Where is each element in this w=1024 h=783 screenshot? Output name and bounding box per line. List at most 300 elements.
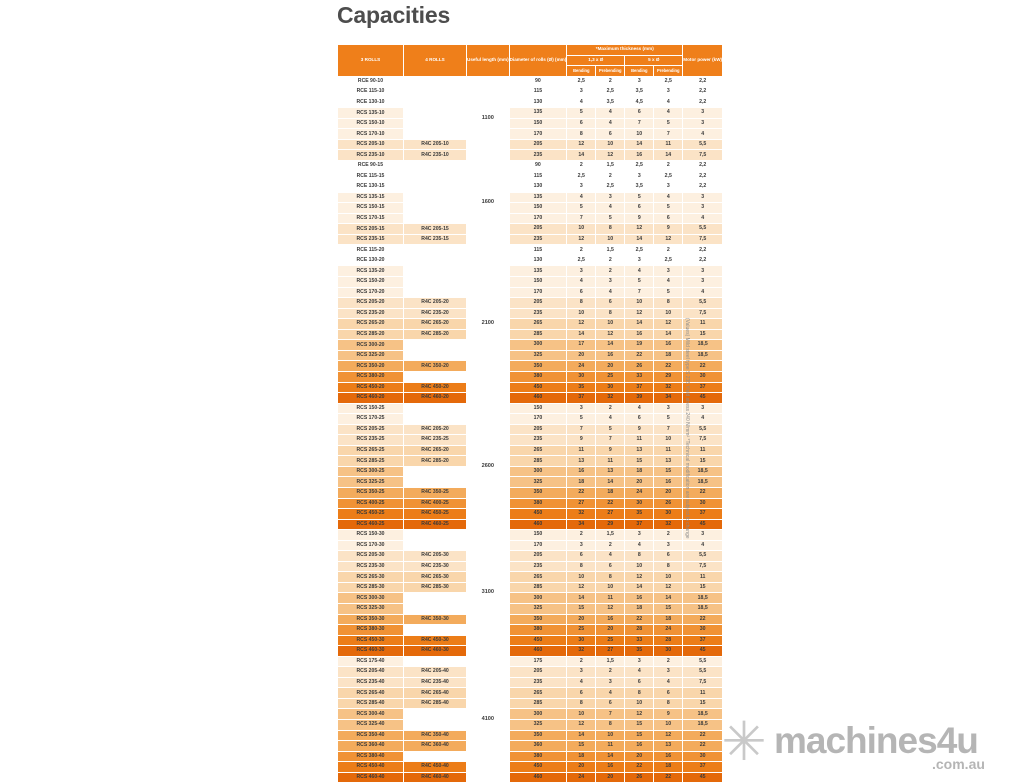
cell-prebending-5d: 2 [654, 161, 683, 172]
cell-diameter: 300 [509, 340, 567, 351]
cell-model-3-rolls: RCE 130-20 [338, 255, 404, 266]
cell-bending-5d: 2,5 [625, 245, 654, 256]
cell-motor-power: 7,5 [683, 308, 723, 319]
capacities-table [337, 44, 723, 783]
cell-diameter: 135 [509, 108, 567, 119]
cell-bending-13d: 12 [567, 720, 596, 731]
cell-bending-13d: 15 [567, 603, 596, 614]
cell-prebending-13d: 14 [596, 751, 625, 762]
cell-bending-5d: 6 [625, 203, 654, 214]
cell-motor-power: 7,5 [683, 677, 723, 688]
cell-model-3-rolls: RCS 265-20 [338, 319, 404, 330]
cell-diameter: 205 [509, 139, 567, 150]
cell-model-4-rolls [404, 466, 467, 477]
table-row [338, 234, 723, 245]
cell-diameter: 265 [509, 572, 567, 583]
cell-model-4-rolls: R4C 285-20 [404, 456, 467, 467]
cell-bending-5d: 26 [625, 772, 654, 783]
cell-bending-13d: 10 [567, 308, 596, 319]
cell-diameter: 265 [509, 319, 567, 330]
cell-model-4-rolls: R4C 235-25 [404, 435, 467, 446]
cell-bending-13d: 20 [567, 614, 596, 625]
table-row [338, 772, 723, 783]
cell-prebending-13d: 5 [596, 424, 625, 435]
cell-bending-13d: 14 [567, 593, 596, 604]
cell-model-4-rolls [404, 266, 467, 277]
cell-model-3-rolls: RCS 300-40 [338, 709, 404, 720]
cell-prebending-5d: 14 [654, 329, 683, 340]
cell-model-3-rolls: RCS 235-15 [338, 234, 404, 245]
cell-bending-13d: 2 [567, 530, 596, 541]
cell-prebending-13d: 20 [596, 361, 625, 372]
cell-model-3-rolls: RCS 350-25 [338, 487, 404, 498]
cell-bending-13d: 2 [567, 656, 596, 667]
cell-motor-power: 3 [683, 403, 723, 414]
table-row [338, 477, 723, 488]
cell-model-3-rolls: RCS 450-20 [338, 382, 404, 393]
cell-prebending-13d: 4 [596, 688, 625, 699]
cell-model-4-rolls [404, 751, 467, 762]
cell-prebending-5d: 16 [654, 751, 683, 762]
cell-diameter: 285 [509, 582, 567, 593]
cell-model-4-rolls [404, 350, 467, 361]
cell-model-3-rolls: RCS 170-20 [338, 287, 404, 298]
cell-diameter: 205 [509, 424, 567, 435]
cell-motor-power: 18,5 [683, 603, 723, 614]
cell-bending-5d: 3 [625, 255, 654, 266]
cell-motor-power: 37 [683, 762, 723, 773]
cell-prebending-5d: 6 [654, 213, 683, 224]
cell-diameter: 380 [509, 371, 567, 382]
cell-bending-5d: 22 [625, 350, 654, 361]
cell-motor-power: 30 [683, 498, 723, 509]
cell-model-3-rolls: RCS 150-25 [338, 403, 404, 414]
table-row [338, 709, 723, 720]
cell-model-3-rolls: RCE 115-15 [338, 171, 404, 182]
cell-prebending-13d: 11 [596, 741, 625, 752]
cell-prebending-5d: 20 [654, 487, 683, 498]
cell-prebending-13d: 2 [596, 255, 625, 266]
cell-model-3-rolls: RCS 460-40 [338, 772, 404, 783]
cell-prebending-5d: 12 [654, 730, 683, 741]
cell-bending-13d: 6 [567, 688, 596, 699]
cell-bending-13d: 3 [567, 540, 596, 551]
cell-bending-13d: 34 [567, 519, 596, 530]
cell-prebending-5d: 3 [654, 182, 683, 193]
cell-prebending-5d: 3 [654, 667, 683, 678]
cell-bending-5d: 35 [625, 646, 654, 657]
cell-model-3-rolls: RCS 235-25 [338, 435, 404, 446]
cell-model-4-rolls: R4C 205-30 [404, 551, 467, 562]
cell-prebending-13d: 14 [596, 477, 625, 488]
cell-model-3-rolls: RCS 350-30 [338, 614, 404, 625]
col-header-3-rolls: 3 ROLLS [338, 45, 404, 77]
cell-bending-13d: 12 [567, 234, 596, 245]
cell-model-3-rolls: RCS 325-40 [338, 720, 404, 731]
cell-model-4-rolls: R4C 205-20 [404, 298, 467, 309]
cell-model-3-rolls: RCS 170-25 [338, 414, 404, 425]
table-row [338, 593, 723, 604]
cell-bending-13d: 25 [567, 625, 596, 636]
cell-model-4-rolls [404, 340, 467, 351]
cell-bending-13d: 3 [567, 266, 596, 277]
cell-model-3-rolls: RCE 115-20 [338, 245, 404, 256]
table-row [338, 118, 723, 129]
cell-model-3-rolls: RCS 380-40 [338, 751, 404, 762]
cell-bending-13d: 8 [567, 561, 596, 572]
cell-prebending-5d: 4 [654, 97, 683, 108]
cell-diameter: 450 [509, 382, 567, 393]
cell-motor-power: 18,5 [683, 466, 723, 477]
cell-motor-power: 30 [683, 371, 723, 382]
cell-model-4-rolls [404, 530, 467, 541]
table-row [338, 171, 723, 182]
cell-model-4-rolls [404, 129, 467, 140]
table-row [338, 203, 723, 214]
cell-bending-5d: 18 [625, 466, 654, 477]
cell-motor-power: 18,5 [683, 709, 723, 720]
table-row [338, 87, 723, 98]
cell-bending-13d: 17 [567, 340, 596, 351]
cell-diameter: 150 [509, 530, 567, 541]
cell-motor-power: 7,5 [683, 150, 723, 161]
cell-model-3-rolls: RCS 285-30 [338, 582, 404, 593]
cell-bending-5d: 14 [625, 234, 654, 245]
cell-bending-5d: 4 [625, 667, 654, 678]
table-row [338, 751, 723, 762]
cell-diameter: 90 [509, 76, 567, 87]
cell-prebending-13d: 11 [596, 593, 625, 604]
cell-bending-13d: 4 [567, 97, 596, 108]
cell-bending-5d: 6 [625, 677, 654, 688]
table-row [338, 298, 723, 309]
cell-bending-5d: 14 [625, 319, 654, 330]
cell-bending-13d: 30 [567, 371, 596, 382]
cell-motor-power: 45 [683, 393, 723, 404]
cell-prebending-13d: 1,5 [596, 245, 625, 256]
table-row [338, 487, 723, 498]
cell-model-3-rolls: RCS 285-20 [338, 329, 404, 340]
cell-motor-power: 5,5 [683, 224, 723, 235]
cell-motor-power: 15 [683, 329, 723, 340]
cell-bending-13d: 10 [567, 709, 596, 720]
cell-prebending-5d: 4 [654, 108, 683, 119]
cell-motor-power: 18,5 [683, 477, 723, 488]
cell-diameter: 285 [509, 698, 567, 709]
cell-model-3-rolls: RCS 150-10 [338, 118, 404, 129]
cell-diameter: 150 [509, 403, 567, 414]
cell-diameter: 285 [509, 329, 567, 340]
cell-bending-13d: 18 [567, 477, 596, 488]
cell-bending-5d: 10 [625, 298, 654, 309]
cell-prebending-5d: 13 [654, 456, 683, 467]
cell-prebending-5d: 2 [654, 530, 683, 541]
cell-bending-5d: 12 [625, 709, 654, 720]
cell-bending-13d: 22 [567, 487, 596, 498]
cell-bending-13d: 16 [567, 466, 596, 477]
cell-prebending-5d: 5 [654, 203, 683, 214]
cell-motor-power: 3 [683, 277, 723, 288]
cell-bending-13d: 9 [567, 435, 596, 446]
cell-prebending-13d: 3,5 [596, 97, 625, 108]
table-row [338, 603, 723, 614]
col-header-group-13d: 1,3 x Ø [567, 55, 625, 66]
cell-model-3-rolls: RCS 380-30 [338, 625, 404, 636]
cell-model-4-rolls [404, 720, 467, 731]
cell-prebending-13d: 8 [596, 572, 625, 583]
cell-prebending-5d: 2,5 [654, 171, 683, 182]
table-row [338, 129, 723, 140]
cell-diameter: 115 [509, 87, 567, 98]
cell-bending-13d: 24 [567, 772, 596, 783]
cell-prebending-13d: 9 [596, 445, 625, 456]
cell-model-3-rolls: RCS 235-30 [338, 561, 404, 572]
cell-model-3-rolls: RCS 265-25 [338, 445, 404, 456]
cell-bending-5d: 15 [625, 456, 654, 467]
cell-bending-13d: 3 [567, 667, 596, 678]
cell-prebending-13d: 12 [596, 603, 625, 614]
table-row [338, 329, 723, 340]
col-header-diameter: Diameter of rolls (Ø) (mm) [509, 45, 567, 77]
cell-prebending-5d: 2,5 [654, 255, 683, 266]
cell-prebending-13d: 11 [596, 456, 625, 467]
cell-diameter: 450 [509, 635, 567, 646]
cell-diameter: 350 [509, 614, 567, 625]
cell-motor-power: 11 [683, 688, 723, 699]
cell-model-4-rolls: R4C 265-30 [404, 572, 467, 583]
cell-model-4-rolls [404, 255, 467, 266]
cell-bending-13d: 6 [567, 551, 596, 562]
cell-diameter: 235 [509, 234, 567, 245]
table-row [338, 340, 723, 351]
cell-prebending-5d: 8 [654, 298, 683, 309]
cell-motor-power: 30 [683, 625, 723, 636]
cell-prebending-13d: 8 [596, 224, 625, 235]
cell-diameter: 115 [509, 245, 567, 256]
table-row [338, 456, 723, 467]
cell-prebending-13d: 4 [596, 118, 625, 129]
cell-prebending-13d: 6 [596, 561, 625, 572]
cell-motor-power: 5,5 [683, 139, 723, 150]
cell-model-3-rolls: RCE 90-15 [338, 161, 404, 172]
cell-bending-5d: 9 [625, 424, 654, 435]
table-row [338, 266, 723, 277]
cell-motor-power: 11 [683, 572, 723, 583]
cell-motor-power: 15 [683, 456, 723, 467]
cell-prebending-5d: 10 [654, 720, 683, 731]
cell-model-3-rolls: RCS 350-40 [338, 730, 404, 741]
cell-bending-5d: 22 [625, 614, 654, 625]
cell-model-3-rolls: RCS 325-30 [338, 603, 404, 614]
cell-bending-13d: 20 [567, 350, 596, 361]
cell-diameter: 115 [509, 171, 567, 182]
cell-model-3-rolls: RCS 175-40 [338, 656, 404, 667]
cell-motor-power: 2,2 [683, 76, 723, 87]
cell-prebending-13d: 2 [596, 266, 625, 277]
cell-prebending-5d: 28 [654, 635, 683, 646]
cell-bending-5d: 10 [625, 561, 654, 572]
capacities-table-container [337, 44, 723, 783]
page-title: Capacities [337, 2, 451, 28]
cell-model-4-rolls: R4C 205-40 [404, 667, 467, 678]
cell-bending-5d: 3 [625, 171, 654, 182]
cell-motor-power: 15 [683, 582, 723, 593]
cell-bending-13d: 4 [567, 277, 596, 288]
cell-model-4-rolls: R4C 285-40 [404, 698, 467, 709]
cell-bending-5d: 12 [625, 572, 654, 583]
cell-bending-13d: 14 [567, 150, 596, 161]
cell-prebending-13d: 27 [596, 646, 625, 657]
cell-motor-power: 2,2 [683, 245, 723, 256]
cell-model-4-rolls [404, 277, 467, 288]
cell-prebending-13d: 32 [596, 393, 625, 404]
cell-bending-13d: 2,5 [567, 171, 596, 182]
cell-bending-5d: 5 [625, 192, 654, 203]
cell-diameter: 170 [509, 213, 567, 224]
cell-motor-power: 11 [683, 445, 723, 456]
cell-prebending-5d: 12 [654, 234, 683, 245]
cell-model-3-rolls: RCE 130-10 [338, 97, 404, 108]
cell-bending-13d: 6 [567, 118, 596, 129]
cell-model-4-rolls: R4C 265-20 [404, 319, 467, 330]
cell-model-3-rolls: RCS 300-20 [338, 340, 404, 351]
cell-bending-13d: 20 [567, 762, 596, 773]
cell-prebending-5d: 30 [654, 509, 683, 520]
cell-model-3-rolls: RCS 150-20 [338, 277, 404, 288]
cell-bending-5d: 8 [625, 688, 654, 699]
cell-diameter: 170 [509, 540, 567, 551]
cell-diameter: 325 [509, 720, 567, 731]
cell-motor-power: 2,2 [683, 171, 723, 182]
cell-bending-5d: 11 [625, 435, 654, 446]
cell-motor-power: 37 [683, 635, 723, 646]
cell-useful-length: 3100 [467, 530, 510, 657]
cell-prebending-5d: 14 [654, 593, 683, 604]
cell-model-3-rolls: RCS 450-40 [338, 762, 404, 773]
cell-prebending-5d: 8 [654, 698, 683, 709]
cell-diameter: 460 [509, 393, 567, 404]
cell-prebending-13d: 6 [596, 298, 625, 309]
cell-prebending-13d: 18 [596, 487, 625, 498]
cell-prebending-13d: 16 [596, 350, 625, 361]
table-row [338, 414, 723, 425]
cell-model-3-rolls: RCS 380-20 [338, 371, 404, 382]
cell-prebending-5d: 2 [654, 656, 683, 667]
cell-diameter: 235 [509, 435, 567, 446]
cell-diameter: 460 [509, 646, 567, 657]
cell-prebending-13d: 2,5 [596, 87, 625, 98]
cell-bending-5d: 4,5 [625, 97, 654, 108]
cell-prebending-5d: 3 [654, 87, 683, 98]
cell-prebending-13d: 14 [596, 340, 625, 351]
cell-bending-5d: 7 [625, 287, 654, 298]
table-row [338, 677, 723, 688]
cell-bending-5d: 35 [625, 509, 654, 520]
table-row [338, 350, 723, 361]
cell-useful-length: 1100 [467, 76, 510, 160]
cell-prebending-5d: 12 [654, 582, 683, 593]
cell-motor-power: 2,2 [683, 182, 723, 193]
cell-bending-5d: 12 [625, 224, 654, 235]
cell-bending-5d: 15 [625, 720, 654, 731]
cell-bending-13d: 2 [567, 245, 596, 256]
cell-bending-5d: 33 [625, 635, 654, 646]
cell-bending-5d: 4 [625, 403, 654, 414]
cell-bending-13d: 10 [567, 224, 596, 235]
cell-bending-5d: 37 [625, 519, 654, 530]
cell-prebending-13d: 10 [596, 319, 625, 330]
cell-diameter: 235 [509, 677, 567, 688]
cell-prebending-13d: 25 [596, 635, 625, 646]
cell-diameter: 150 [509, 203, 567, 214]
cell-model-4-rolls: R4C 350-30 [404, 614, 467, 625]
cell-prebending-5d: 4 [654, 192, 683, 203]
table-row [338, 287, 723, 298]
cell-bending-5d: 16 [625, 329, 654, 340]
cell-model-4-rolls: R4C 235-15 [404, 234, 467, 245]
cell-prebending-13d: 12 [596, 329, 625, 340]
cell-motor-power: 22 [683, 730, 723, 741]
cell-bending-5d: 20 [625, 477, 654, 488]
table-row [338, 213, 723, 224]
cell-motor-power: 22 [683, 361, 723, 372]
cell-diameter: 235 [509, 150, 567, 161]
cell-bending-13d: 3 [567, 182, 596, 193]
col-header-4-rolls: 4 ROLLS [404, 45, 467, 77]
cell-model-3-rolls: RCS 205-40 [338, 667, 404, 678]
cell-bending-5d: 12 [625, 308, 654, 319]
cell-bending-13d: 4 [567, 677, 596, 688]
cell-model-3-rolls: RCS 235-20 [338, 308, 404, 319]
cell-bending-13d: 2,5 [567, 255, 596, 266]
cell-diameter: 235 [509, 308, 567, 319]
table-row [338, 762, 723, 773]
cell-motor-power: 30 [683, 751, 723, 762]
cell-prebending-5d: 5 [654, 414, 683, 425]
cell-prebending-5d: 11 [654, 139, 683, 150]
col-header-motor-power: Motor power (kW) [683, 45, 723, 77]
cell-bending-5d: 3 [625, 530, 654, 541]
cell-prebending-5d: 14 [654, 150, 683, 161]
table-row [338, 382, 723, 393]
cell-diameter: 350 [509, 487, 567, 498]
col-header-max-thickness: *Maximum thickness (mm) [567, 45, 683, 56]
table-row [338, 635, 723, 646]
cell-model-3-rolls: RCS 205-30 [338, 551, 404, 562]
cell-diameter: 170 [509, 287, 567, 298]
table-row [338, 509, 723, 520]
table-row [338, 582, 723, 593]
cell-bending-5d: 16 [625, 150, 654, 161]
cell-motor-power: 3 [683, 192, 723, 203]
cell-useful-length: 4100 [467, 656, 510, 783]
cell-prebending-5d: 15 [654, 603, 683, 614]
cell-bending-5d: 13 [625, 445, 654, 456]
cell-model-4-rolls [404, 213, 467, 224]
cell-model-4-rolls [404, 182, 467, 193]
cell-bending-5d: 39 [625, 393, 654, 404]
cell-prebending-5d: 16 [654, 340, 683, 351]
cell-model-4-rolls: R4C 350-25 [404, 487, 467, 498]
cell-prebending-13d: 20 [596, 772, 625, 783]
cell-model-4-rolls: R4C 205-10 [404, 139, 467, 150]
cell-prebending-5d: 15 [654, 466, 683, 477]
cell-model-3-rolls: RCS 265-30 [338, 572, 404, 583]
cell-diameter: 265 [509, 688, 567, 699]
cell-prebending-5d: 13 [654, 741, 683, 752]
cell-model-4-rolls [404, 245, 467, 256]
header-row-1 [338, 45, 723, 56]
